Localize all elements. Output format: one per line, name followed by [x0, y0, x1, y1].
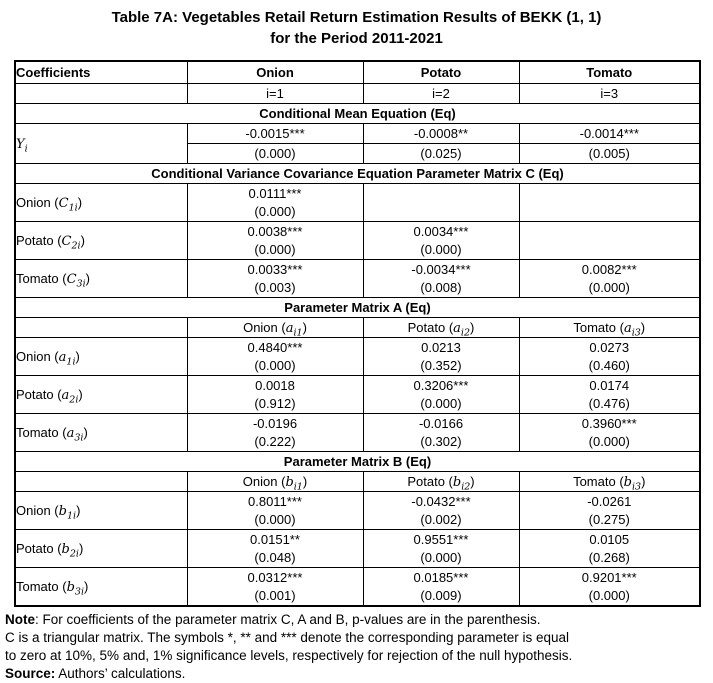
- index-row: [15, 84, 700, 104]
- p-value: (0.002): [420, 511, 462, 527]
- b-row-tomato: [15, 568, 700, 607]
- p-value: (0.000): [254, 241, 296, 257]
- results-table: [14, 60, 701, 607]
- coefficient-value: 0.9551***: [413, 531, 469, 547]
- source-label: Source:: [5, 666, 56, 681]
- row-label-text: Tomato (: [16, 270, 67, 286]
- value-cell: [187, 530, 363, 568]
- note-text: : For coefficients of the parameter matrix C, A and B, p-values are in the parenthesis.: [35, 612, 541, 627]
- p-value: (0.000): [254, 203, 296, 219]
- p-value: (0.009): [420, 587, 462, 603]
- b-subheader-blank: [15, 472, 187, 492]
- value-cell: [363, 492, 519, 530]
- index-i1: i=1: [187, 84, 363, 104]
- a-subheader-onion: [187, 318, 363, 338]
- col-label-symbol: a: [453, 320, 461, 336]
- value-cell: [187, 568, 363, 607]
- col-label-symbol: b: [452, 474, 462, 490]
- p-value: (0.222): [254, 433, 296, 449]
- table-notes: [5, 611, 707, 683]
- section-c-row: [15, 164, 700, 184]
- col-label-close: ): [641, 473, 646, 489]
- value-cell-empty: [363, 184, 519, 222]
- section-a-row: [15, 298, 700, 318]
- value-cell: [187, 414, 363, 452]
- note-line-2: [5, 629, 707, 647]
- row-label-symbol: a: [61, 387, 70, 403]
- row-label-close: ): [78, 540, 84, 556]
- source-text: Authors’ calculations.: [55, 666, 186, 681]
- value-cell-empty: [519, 184, 700, 222]
- row-label-symbol: C: [66, 271, 77, 287]
- coefficient-value: 0.0312***: [247, 569, 303, 585]
- coefficient-value: 0.8011***: [248, 493, 302, 509]
- p-value: (0.000): [254, 357, 296, 373]
- value-cell: [363, 568, 519, 607]
- col-label-symbol: b: [285, 474, 294, 490]
- p-value: (0.000): [588, 587, 630, 603]
- col-label-text: Tomato (: [573, 473, 624, 489]
- row-label-text: Onion (: [16, 502, 59, 518]
- header-coefficients: Coefficients: [15, 61, 187, 84]
- p-value: (0.275): [588, 511, 630, 527]
- p-value: (0.000): [420, 241, 462, 257]
- col-label-text: Potato (: [407, 473, 453, 489]
- b-row-potato: [15, 530, 700, 568]
- table-title: [0, 0, 713, 49]
- b-subheader-row: [15, 472, 700, 492]
- value-cell: [187, 222, 363, 260]
- coefficient-value: 0.0034***: [413, 223, 469, 239]
- header-tomato: Tomato: [519, 61, 700, 84]
- col-label-text: Onion (: [242, 473, 286, 489]
- mean-value-potato: -0.0008**: [363, 124, 519, 144]
- value-cell: [363, 414, 519, 452]
- note-line-1: [5, 611, 707, 629]
- table-header-row: [15, 61, 700, 84]
- col-label-subscript: i1: [293, 481, 303, 492]
- col-label-text: Potato (: [407, 319, 454, 335]
- p-value: (0.000): [588, 279, 630, 295]
- coefficient-value: 0.0111***: [248, 185, 302, 201]
- index-i2: i=2: [363, 84, 519, 104]
- col-label-subscript: i3: [631, 327, 641, 338]
- b-potato-label: [15, 530, 187, 568]
- value-cell: [187, 338, 363, 376]
- row-label-text: Tomato (: [16, 424, 67, 440]
- value-cell: [363, 376, 519, 414]
- row-label-text: Potato (: [16, 386, 62, 402]
- row-label-close: ): [84, 578, 89, 594]
- value-cell: [363, 260, 519, 298]
- mean-label: [15, 124, 187, 164]
- row-label-symbol: C: [58, 195, 69, 211]
- coefficient-value: 0.0185***: [413, 569, 469, 585]
- section-c-title: Conditional Variance Covariance Equation Parameter Matrix C (Eq): [15, 164, 700, 184]
- col-label-subscript: i2: [461, 481, 471, 492]
- index-blank-cell: [15, 84, 187, 104]
- value-cell: [519, 492, 700, 530]
- section-mean-title: Conditional Mean Equation (Eq): [15, 104, 700, 124]
- row-label-subscript: 2i: [71, 240, 81, 252]
- col-label-close: ): [470, 473, 475, 489]
- a-row-onion: [15, 338, 700, 376]
- section-mean-row: [15, 104, 700, 124]
- value-cell: [363, 222, 519, 260]
- p-value: (0.476): [588, 395, 630, 411]
- coefficient-value: -0.0261: [587, 493, 632, 509]
- mean-pvalue-potato: (0.025): [363, 144, 519, 164]
- row-label-close: ): [80, 232, 85, 248]
- value-cell-empty: [519, 222, 700, 260]
- value-cell: [187, 260, 363, 298]
- row-label-text: Tomato (: [16, 578, 67, 594]
- mean-value-tomato: -0.0014***: [519, 124, 700, 144]
- table-title-line2: for the Period 2011-2021: [270, 30, 443, 47]
- row-label-subscript: 1i: [66, 356, 76, 368]
- value-cell: [187, 376, 363, 414]
- coefficient-value: 0.0273: [589, 339, 630, 355]
- b-onion-label: [15, 492, 187, 530]
- note-label: Note: [5, 612, 35, 627]
- p-value: (0.008): [420, 279, 462, 295]
- mean-value-onion: -0.0015***: [187, 124, 363, 144]
- value-cell: [519, 568, 700, 607]
- coefficient-value: -0.0432***: [411, 493, 471, 509]
- b-row-onion: [15, 492, 700, 530]
- p-value: (0.000): [420, 395, 462, 411]
- row-label-subscript: 2i: [69, 548, 79, 560]
- row-label-subscript: 3i: [76, 278, 86, 290]
- a-subheader-potato: [363, 318, 519, 338]
- col-label-text: Tomato (: [573, 319, 624, 335]
- row-label-close: ): [85, 270, 90, 286]
- value-cell: [519, 338, 700, 376]
- p-value: (0.460): [588, 357, 630, 373]
- row-label-text: Potato (: [16, 232, 62, 248]
- value-cell: [519, 530, 700, 568]
- row-label-text: Potato (: [16, 540, 62, 556]
- col-label-symbol: a: [285, 320, 294, 336]
- p-value: (0.000): [254, 511, 296, 527]
- coefficient-value: 0.0105: [589, 531, 630, 547]
- c-tomato-label: [15, 260, 187, 298]
- coefficient-value: 0.4840***: [247, 339, 303, 355]
- coefficient-value: 0.0018: [255, 377, 295, 393]
- header-potato: Potato: [363, 61, 519, 84]
- c-onion-label: [15, 184, 187, 222]
- row-label-subscript: 1i: [68, 202, 78, 214]
- value-cell: [187, 492, 363, 530]
- col-label-symbol: b: [623, 474, 632, 490]
- p-value: (0.352): [420, 357, 462, 373]
- p-value: (0.268): [588, 549, 630, 565]
- note-text: to zero at 10%, 5% and, 1% significance levels, respectively for rejection of the null hypothesis.: [5, 648, 573, 663]
- b-tomato-label: [15, 568, 187, 607]
- row-label-close: ): [78, 386, 83, 402]
- row-label-text: Onion (: [16, 194, 59, 210]
- p-value: (0.302): [420, 433, 462, 449]
- coefficient-value: 0.9201***: [581, 569, 637, 585]
- col-label-subscript: i3: [631, 481, 642, 492]
- p-value: (0.001): [254, 587, 296, 603]
- mean-value-row: [15, 124, 700, 144]
- p-value: (0.048): [254, 549, 296, 565]
- note-text: C is a triangular matrix. The symbols *, ** and *** denote the corresponding parameter is equal: [5, 630, 570, 645]
- source-line: [5, 665, 707, 683]
- row-label-close: ): [76, 502, 81, 518]
- c-row-onion: [15, 184, 700, 222]
- a-row-tomato: [15, 414, 700, 452]
- coefficient-value: 0.0033***: [247, 261, 303, 277]
- table-title-line1: Table 7A: Vegetables Retail Return Estimation Results of BEKK (1, 1): [111, 9, 602, 26]
- col-label-symbol: a: [623, 320, 632, 336]
- coefficient-value: -0.0166: [418, 415, 464, 431]
- a-potato-label: [15, 376, 187, 414]
- p-value: (0.003): [254, 279, 296, 295]
- coefficient-value: -0.0196: [252, 415, 298, 431]
- a-subheader-tomato: [519, 318, 700, 338]
- value-cell: [363, 338, 519, 376]
- row-label-close: ): [77, 194, 83, 210]
- row-label-close: ): [83, 424, 88, 440]
- coefficient-value: 0.0174: [589, 377, 630, 393]
- p-value: (0.000): [420, 549, 462, 565]
- coefficient-value: 0.0038***: [247, 223, 303, 239]
- row-label-close: ): [75, 348, 80, 364]
- p-value: (0.000): [588, 433, 630, 449]
- note-line-3: [5, 647, 707, 665]
- value-cell: [519, 376, 700, 414]
- coefficient-value: 0.0213: [421, 339, 461, 355]
- mean-pvalue-tomato: (0.005): [519, 144, 700, 164]
- row-label-symbol: b: [61, 541, 70, 557]
- value-cell: [187, 184, 363, 222]
- row-label-symbol: C: [61, 233, 72, 249]
- a-subheader-row: [15, 318, 700, 338]
- mean-subscript: i: [24, 143, 28, 155]
- a-tomato-label: [15, 414, 187, 452]
- b-subheader-potato: [363, 472, 519, 492]
- section-b-title: Parameter Matrix B (Eq): [15, 452, 700, 472]
- col-label-text: Onion (: [243, 319, 286, 335]
- value-cell: [519, 414, 700, 452]
- value-cell: [519, 260, 700, 298]
- col-label-close: ): [302, 319, 307, 335]
- a-row-potato: [15, 376, 700, 414]
- p-value: (0.912): [254, 395, 296, 411]
- col-label-subscript: i1: [293, 327, 303, 338]
- row-label-symbol: b: [58, 503, 67, 519]
- b-subheader-onion: [187, 472, 363, 492]
- coefficient-value: 0.0082***: [581, 261, 637, 277]
- c-potato-label: [15, 222, 187, 260]
- coefficient-value: 0.0151**: [250, 531, 300, 547]
- coefficient-value: 0.3206***: [413, 377, 469, 393]
- row-label-symbol: b: [66, 579, 75, 595]
- coefficient-value: -0.0034***: [411, 261, 471, 277]
- col-label-subscript: i2: [460, 327, 471, 338]
- coefficient-value: 0.3960***: [581, 415, 637, 431]
- col-label-close: ): [640, 319, 646, 335]
- index-i3: i=3: [519, 84, 700, 104]
- value-cell: [363, 530, 519, 568]
- c-row-tomato: [15, 260, 700, 298]
- a-onion-label: [15, 338, 187, 376]
- row-label-subscript: 1i: [66, 510, 77, 522]
- section-a-title: Parameter Matrix A (Eq): [15, 298, 700, 318]
- col-label-close: ): [302, 473, 308, 489]
- row-label-subscript: 2i: [69, 394, 79, 406]
- header-onion: Onion: [187, 61, 363, 84]
- mean-pvalue-onion: (0.000): [187, 144, 363, 164]
- c-row-potato: [15, 222, 700, 260]
- row-label-text: Onion (: [16, 348, 59, 364]
- a-subheader-blank: [15, 318, 187, 338]
- row-label-subscript: 3i: [74, 586, 84, 598]
- col-label-close: ): [470, 319, 475, 335]
- row-label-subscript: 3i: [74, 432, 84, 444]
- b-subheader-tomato: [519, 472, 700, 492]
- section-b-row: [15, 452, 700, 472]
- mean-symbol: Υ: [16, 136, 25, 152]
- row-label-symbol: a: [66, 425, 75, 441]
- row-label-symbol: a: [58, 349, 67, 365]
